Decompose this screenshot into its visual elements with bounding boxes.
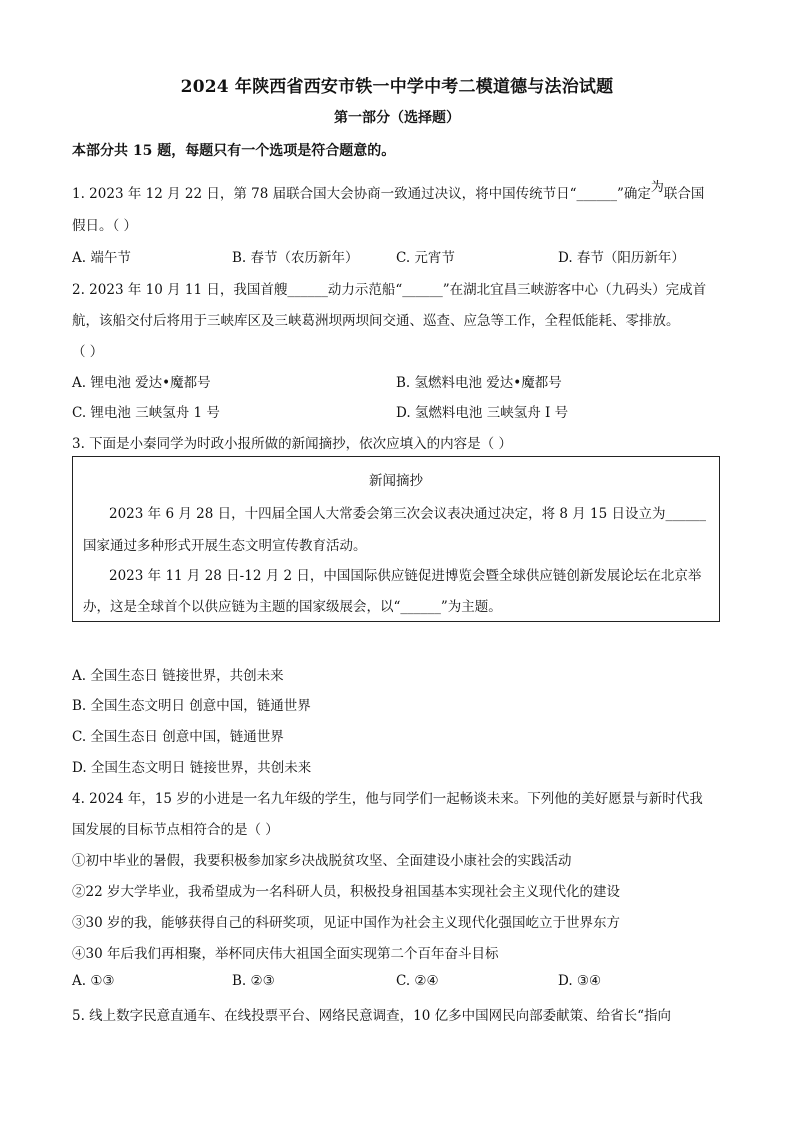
question-2-option-a[interactable]: A. 锂电池 爱达•魔都号: [72, 375, 211, 391]
question-1-option-c[interactable]: C. 元宵节: [396, 250, 455, 266]
question-2-option-c[interactable]: C. 锂电池 三峡氢舟 1 号: [72, 405, 220, 421]
question-2-option-b[interactable]: B. 氢燃料电池 爱达•魔都号: [396, 375, 562, 391]
question-3-option-b[interactable]: B. 全国生态文明日 创意中国，链通世界: [72, 698, 311, 714]
question-4-item-1: ①初中毕业的暑假，我要积极参加家乡决战脱贫攻坚、全面建设小康社会的实践活动: [72, 853, 572, 869]
news-excerpt-line1: 2023 年 6 月 28 日，十四届全国人大常委会第三次会议表决通过决定，将 8 月 15 日设立为______: [109, 506, 707, 522]
question-4-option-c[interactable]: C. ②④: [396, 973, 439, 989]
news-excerpt-title: 新闻摘抄: [369, 473, 423, 489]
news-excerpt-box: [72, 456, 720, 622]
question-3-stem: 3. 下面是小秦同学为时政小报所做的新闻摘抄，依次应填入的内容是（ ）: [72, 436, 512, 452]
question-1-superscript: 为: [650, 180, 664, 195]
question-1-option-b[interactable]: B. 春节（农历新年）: [232, 250, 359, 266]
question-1-option-d[interactable]: D. 春节（阳历新年）: [558, 250, 685, 266]
question-2-option-d[interactable]: D. 氢燃料电池 三峡氢舟 Ⅰ 号: [396, 405, 569, 421]
question-4-option-a[interactable]: A. ①③: [72, 973, 115, 989]
question-4-option-d[interactable]: D. ③④: [558, 973, 602, 989]
news-excerpt-line2: 国家通过多种形式开展生态文明宣传教育活动。: [83, 538, 367, 554]
section-title: 第一部分（选择题）: [334, 110, 460, 126]
question-1-text-a: 1. 2023 年 12 月 22 日，第 78 届联合国大会协商一致通过决议，将中国传统节日“______”确定: [72, 186, 651, 202]
question-2-stem-line1: 2. 2023 年 10 月 11 日，我国首艘______动力示范船“______”在湖北宜昌三峡游客中心（九码头）完成首: [72, 282, 707, 298]
question-1-stem: [72, 182, 704, 202]
question-5-stem-line1: 5. 线上数字民意直通车、在线投票平台、网络民意调查，10 亿多中国网民向部委献策、给省长“指向: [72, 1008, 672, 1024]
question-2-stem-line2: 航，该船交付后将用于三峡库区及三峡葛洲坝两坝间交通、巡查、应急等工作，全程低能耗、零排放。: [72, 313, 680, 329]
news-excerpt-line4: 办，这是全球首个以供应链为主题的国家级展会，以“______”为主题。: [83, 599, 502, 615]
question-3-option-c[interactable]: C. 全国生态日 创意中国，链通世界: [72, 729, 284, 745]
question-4-stem-line1: 4. 2024 年，15 岁的小进是一名九年级的学生，他与同学们一起畅谈未来。下列他的美好愿景与新时代我: [72, 791, 703, 807]
question-4-option-b[interactable]: B. ②③: [232, 973, 275, 989]
question-3-option-d[interactable]: D. 全国生态文明日 链接世界，共创未来: [72, 760, 312, 776]
question-1-text-c: 联合国: [663, 186, 705, 202]
section-instruction: 本部分共 15 题，每题只有一个选项是符合题意的。: [72, 143, 396, 159]
question-4-item-4: ④30 年后我们再相聚，举杯同庆伟大祖国全面实现第二个百年奋斗目标: [72, 946, 499, 962]
question-4-stem-line2: 国发展的目标节点相符合的是（ ）: [72, 822, 279, 838]
news-excerpt-line3: 2023 年 11 月 28 日-12 月 2 日，中国国际供应链促进博览会暨全球供应链创新发展论坛在北京举: [109, 568, 702, 584]
question-4-item-3: ③30 岁的我，能够获得自己的科研奖项，见证中国作为社会主义现代化强国屹立于世界东方: [72, 915, 620, 931]
question-4-item-2: ②22 岁大学毕业，我希望成为一名科研人员，积极投身祖国基本实现社会主义现代化的建设: [72, 884, 620, 900]
question-3-option-a[interactable]: A. 全国生态日 链接世界，共创未来: [72, 668, 284, 684]
question-1-stem-line2: 假日。（ ）: [72, 218, 138, 234]
exam-title: 2024 年陕西省西安市铁一中学中考二模道德与法治试题: [180, 77, 614, 97]
question-1-option-a[interactable]: A. 端午节: [72, 250, 131, 266]
question-2-stem-line3: （ ）: [72, 344, 104, 360]
